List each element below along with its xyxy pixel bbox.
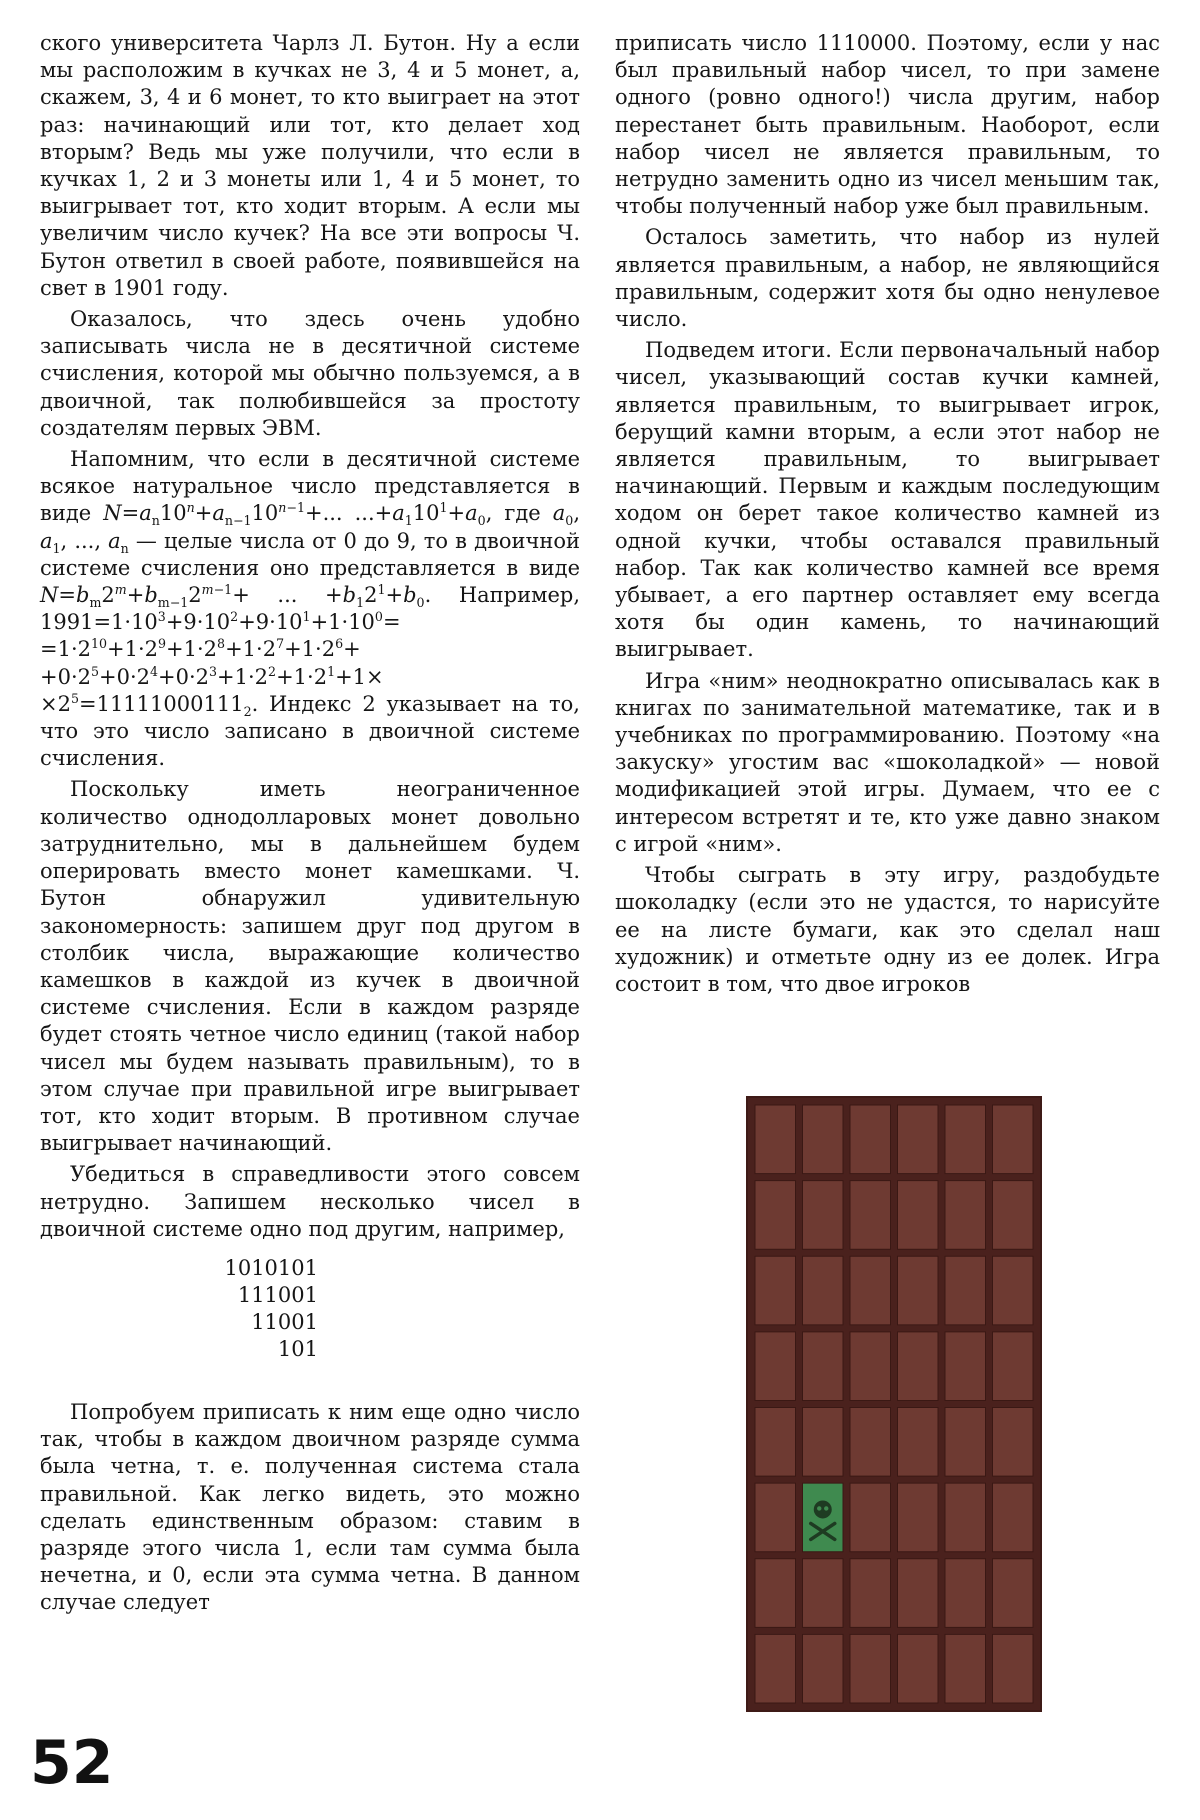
chocolate-piece xyxy=(898,1483,939,1552)
paragraph: Попробуем приписать к ним еще одно число так, чтобы в каждом двоичном разряде сумма была четна, т. е. полученная система стала правильной. Как легко видеть, это можно сделать единственным образом: ставим в разряде этого числа 1, если там сумма была нечетна, и 0, если эта сумма четна. В данном случае следует xyxy=(40,1399,580,1615)
chocolate-piece xyxy=(850,1332,891,1401)
chocolate-piece xyxy=(945,1256,986,1325)
page-number: 52 xyxy=(30,1728,114,1798)
chocolate-piece xyxy=(803,1181,844,1250)
chocolate-piece xyxy=(755,1332,796,1401)
paragraph-formula: Напомним, что если в десятичной системе всякое натуральное число представляется в виде $N=a_n10^n+a_{n-1}10^{n-1}+$... $...+a_110^1+a_0$, где $a_0$, $a_1$, ..., $a_n$ — целые числа от 0 до 9, то в двоичной системе счисления оно представляется в виде $N=b_m2^m+b_{m-1}2^{m-1}+$ ... $+b_12^1+b_0$. Например, $1991=1\cdot 10^3+9\cdot 10^2+9\cdot 10^1+1\cdot 10^0= =1\cdot 2^{10}+1\cdot 2^9+1\cdot 2^8+1\cdot 2^7+1\cdot 2^6+ +0\cdot 2^5+0\cdot 2^4+0\cdot 2^3+1\cdot 2^2+1\cdot 2^1+1\times \times 2^5=11111000111_2$. Индекс 2 указывает на то, что это число записано в двоичной системе счисления. xyxy=(40,447,580,771)
binary-number: 1010101 xyxy=(224,1255,318,1280)
chocolate-piece xyxy=(850,1105,891,1174)
chocolate-piece xyxy=(898,1332,939,1401)
chocolate-piece xyxy=(850,1634,891,1703)
formula-tail: Индекс 2 указывает на то, что это число записано в двоичной системе счисления. xyxy=(40,691,580,771)
binary-number: 111001 xyxy=(237,1282,318,1307)
formula-mid: — целые числа от 0 до 9, то в двоичной системе счисления оно представляется в виде xyxy=(40,528,580,580)
chocolate-piece xyxy=(945,1181,986,1250)
chocolate-piece xyxy=(850,1256,891,1325)
chocolate-piece xyxy=(803,1105,844,1174)
chocolate-piece xyxy=(945,1105,986,1174)
left-column xyxy=(40,30,580,1621)
paragraph: Игра «ним» неоднократно описывалась как в книгах по занимательной математике, так и в учебниках по программированию. Поэтому «на закуску» угостим вас «шоколадкой» — новой модификацией этой игры. Думаем, что ее с интересом встретят и те, кто уже давно знаком с игрой «ним». xyxy=(615,668,1160,856)
chocolate-piece xyxy=(803,1559,844,1628)
chocolate-piece xyxy=(945,1332,986,1401)
chocolate-piece xyxy=(945,1559,986,1628)
chocolate-piece xyxy=(993,1256,1034,1325)
binary-number: 101 xyxy=(277,1336,318,1361)
chocolate-piece xyxy=(755,1408,796,1477)
chocolate-piece xyxy=(898,1408,939,1477)
chocolate-piece xyxy=(993,1181,1034,1250)
chocolate-piece xyxy=(850,1181,891,1250)
chocolate-piece xyxy=(993,1634,1034,1703)
paragraph: Чтобы сыграть в эту игру, раздобудьте шоколадку (если это не удастся, то нарисуйте ее на листе бумаги, как это сделал наш художник) и отметьте одну из ее долек. Игра состоит в том, что двое игроков xyxy=(615,863,1160,996)
chocolate-bar-illustration xyxy=(746,1096,1042,1712)
paragraph: Поскольку иметь неограниченное количество однодолларовых монет довольно затруднительно, мы в дальнейшем будем оперировать вместо монет камешками. Ч. Бутон обнаружил удивительную закономерность: запишем друг под другом в столбик числа, выражающие количество камешков в каждой из кучек в двоичной системе счисления. Если в каждом разряде будет стоять четное число единиц (такой набор чисел мы будем называть правильным), то в этом случае при правильной игре выигрывает тот, кто ходит вторым. В противном случае выигрывает начинающий. xyxy=(40,777,580,1156)
chocolate-piece xyxy=(898,1105,939,1174)
chocolate-piece xyxy=(755,1105,796,1174)
chocolate-piece xyxy=(803,1256,844,1325)
chocolate-piece xyxy=(755,1634,796,1703)
chocolate-piece xyxy=(755,1559,796,1628)
formula-intro: Напомним, что если в десятичной системе всякое натуральное число представляется в виде xyxy=(40,447,580,526)
binary-number: 11001 xyxy=(251,1309,318,1334)
chocolate-piece xyxy=(803,1408,844,1477)
paragraph: приписать число 1110000. Поэтому, если у нас был правильный набор чисел, то при замене одного (ровно одного!) числа другим, набор перестанет быть правильным. Наоборот, если набор чисел не является правильным, то нетрудно заменить одно из чисел меньшим так, чтобы полученный набор уже был правильным. xyxy=(615,31,1160,219)
chocolate-piece xyxy=(755,1483,796,1552)
chocolate-piece xyxy=(898,1634,939,1703)
chocolate-piece xyxy=(850,1559,891,1628)
chocolate-piece xyxy=(755,1256,796,1325)
chocolate-piece xyxy=(898,1256,939,1325)
paragraph: Подведем итоги. Если первоначальный набор чисел, указывающий состав кучки камней, является правильным, то выигрывает игрок, берущий камни вторым, а если этот набор не является правильным, то выигрывает начинающий. Первым и каждым последующим ходом он берет такое количество камней из одной кучки, чтобы оставался правильный набор. Так как количество камней все время убывает, а его партнер оставляет ему всегда хотя бы один камень, то начинающий выигрывает. xyxy=(615,338,1160,662)
chocolate-piece xyxy=(850,1483,891,1552)
chocolate-piece xyxy=(945,1483,986,1552)
chocolate-piece xyxy=(945,1634,986,1703)
formula-example-word: Например, xyxy=(458,583,580,608)
paragraph: Осталось заметить, что набор из нулей является правильным, а набор, не являющийся правильным, содержит хотя бы одно ненулевое число. xyxy=(615,225,1160,332)
chocolate-piece xyxy=(993,1559,1034,1628)
chocolate-piece xyxy=(993,1332,1034,1401)
chocolate-piece xyxy=(803,1634,844,1703)
chocolate-piece xyxy=(803,1332,844,1401)
chocolate-piece xyxy=(898,1559,939,1628)
chocolate-piece xyxy=(755,1181,796,1250)
chocolate-piece xyxy=(993,1408,1034,1477)
chocolate-piece xyxy=(993,1483,1034,1552)
chocolate-piece xyxy=(993,1105,1034,1174)
right-column xyxy=(615,30,1160,1002)
paragraph: ского университета Чарлз Л. Бутон. Ну а если мы расположим в кучках не 3, 4 и 5 монет, а, скажем, 3, 4 и 6 монет, то кто выиграет на этот раз: начинающий или тот, кто делает ход вторым? Ведь мы уже получили, что если в кучках 1, 2 и 3 монеты или 1, 4 и 5 монет, то выигрывает тот, кто ходит вторым. А если мы увеличим число кучек? На все эти вопросы Ч. Бутон ответил в своей работе, появившейся на свет в 1901 году. xyxy=(40,31,580,300)
chocolate-piece xyxy=(850,1408,891,1477)
chocolate-piece xyxy=(945,1408,986,1477)
paragraph: Оказалось, что здесь очень удобно записывать числа не в десятичной системе счисления, которой мы обычно пользуемся, а в двоичной, так полюбившейся за простоту создателям первых ЭВМ. xyxy=(40,307,580,440)
paragraph: Убедиться в справедливости этого совсем нетрудно. Запишем несколько чисел в двоичной системе одно под другим, например, xyxy=(40,1162,580,1241)
chocolate-piece xyxy=(898,1181,939,1250)
binary-list xyxy=(40,1255,580,1363)
